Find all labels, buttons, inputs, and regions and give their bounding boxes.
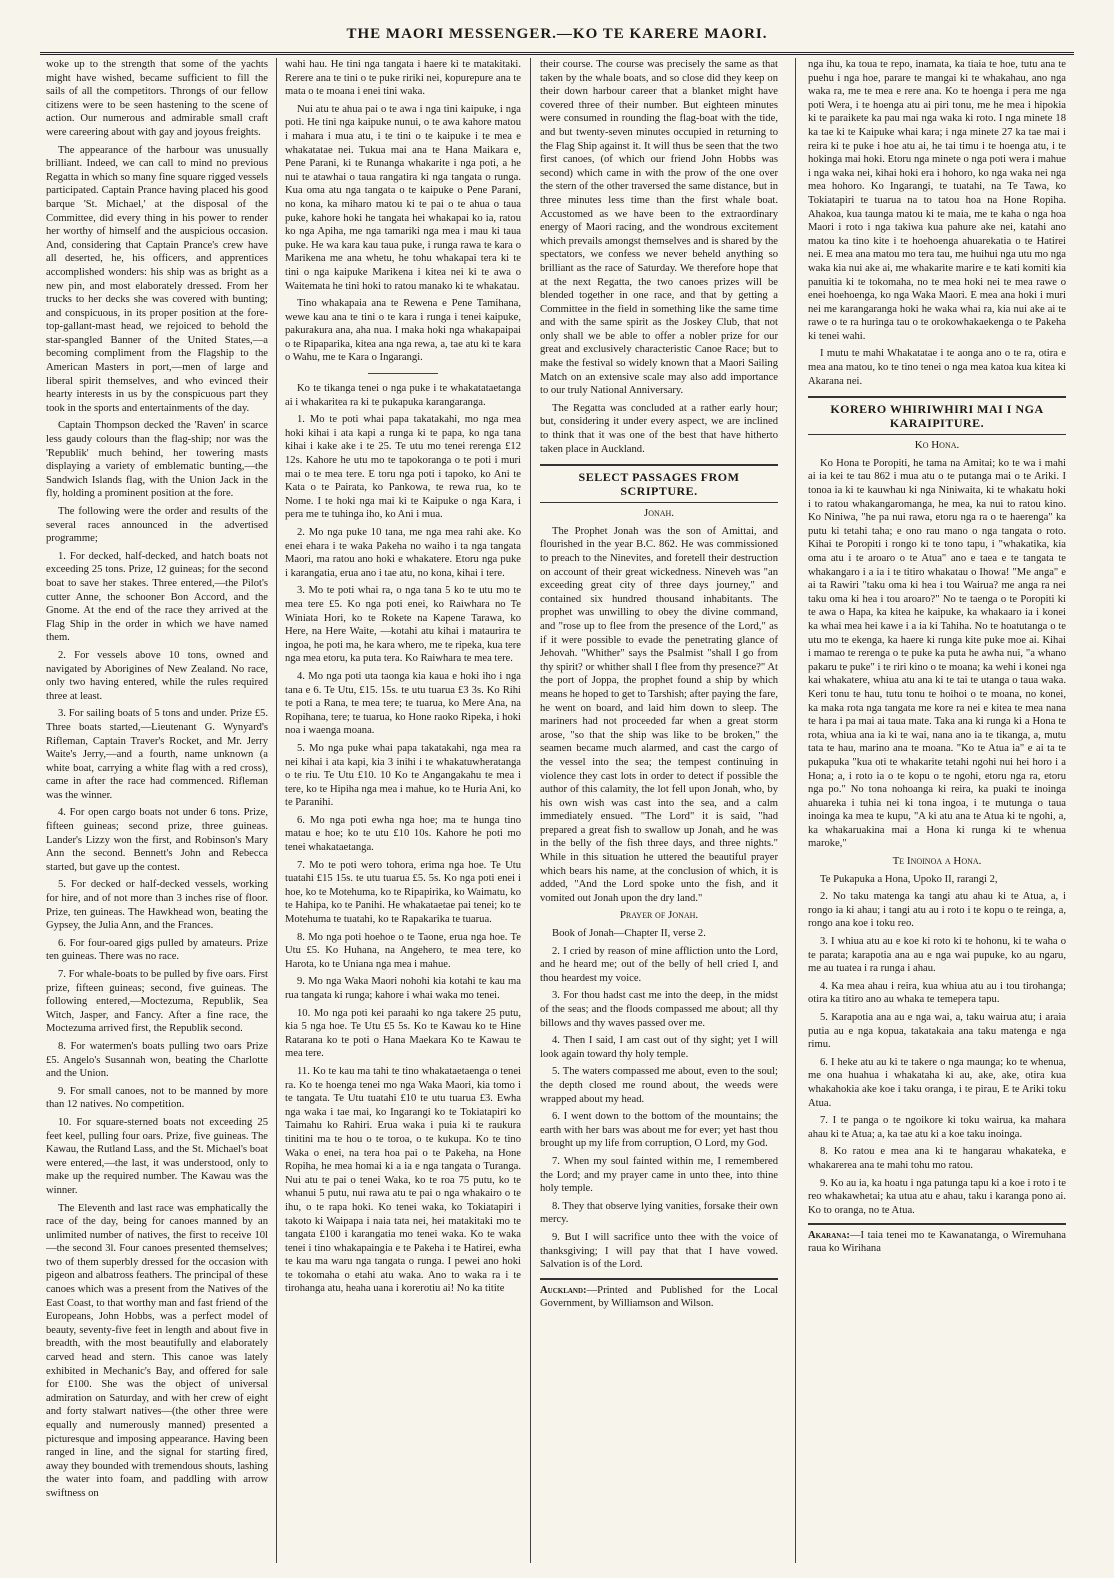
- verse: 9. But I will sacrifice unto thee with the voice of thanksgiving; I will pay that that I have vowed. Salvation is of the Lord.: [540, 1231, 778, 1271]
- paragraph: 6. For four-oared gigs pulled by amateurs. Prize ten guineas. There was no race.: [46, 937, 268, 963]
- paragraph: 10. For square-sterned boats not exceeding 25 feet keel, pulling four oars. Prize, five guineas. The Kawau, the Rutland Lass, and the St. Michael's boat were entered,—the last, it was understood, only to make up the required number. The Kawau was the winner.: [46, 1116, 268, 1196]
- prayer-heading: Prayer of Jonah.: [619, 909, 699, 922]
- paragraph: Ko te tikanga tenei o nga puke i te whakatataetanga ai i whakaritea ra ki te pukapuka karangaranga.: [285, 383, 521, 408]
- paragraph: 7. Mo te poti wero tohora, erima nga hoe. Te Utu tuatahi £15 15s. te utu tuarua £5. 5s. Ko nga poti enei i hoe, ko te Motehuma, ko te Ripapirika, ko Waimatu, ko te Hahipa, ko te Panihi. He whakataetae pai tenei; ko te Motehuma te tuatahi, ko te Rapakarika te tuarua.: [285, 859, 521, 926]
- verse: 8. Ko ratou e mea ana ki te hangarau whakateka, e whakarerea ana te mahi tohu mo ratou.: [808, 1146, 1066, 1171]
- paragraph: 11. Ko te kau ma tahi te tino whakataetaenga o tenei ra. Ko te hoenga tenei mo nga Waka Maori, kia tomo i te tangata. Te Utu tuatahi £10 te utu tuarua £3. Ewha nga waka i tae mai, ko Ingarangi ko te Tokiatapiri ko Taimahu ko Rahiri. Erua waka i puia ki te raukura tinitini ma te hou o te toroa, o te kukupa. Ko te tino Waka o enei, na tera hoa pai o te Pakeha, na Hone Ropiha, he mea homai ki a ia e nga tangata o Turanga. Nui atu te pai o tenei Waka, ko te roa 75 putu, ko te whanui 5 putu, nui rawa atu te pai o nga whakairo o te ihu, o te rapa hoki. Ko tenei waka, ko Tokiatapiri i takoto ki Waipapa i naia tata nei, hei matakitaki mo te tangata £100 i karangatia mo tenei waka. Ko te waka tenei i tino whakapaingia e te Pakeha i te Hatirei, ewha te kau ma waru nga tangata o runga. I pewei ano hoki te tokomaha o etahi atu waka. Ano to waka ra i te tirohanga atu, heaha uana i korerotiu ai! No ka titite: [285, 1065, 521, 1295]
- column-rule: [530, 58, 531, 1563]
- paragraph: Ko Hona te Poropiti, he tama na Amitai; ko te wa i mahi ai ia kei te tau 862 i mua atu o te putanga mai o te Ariki. I tonoa ia ki te kauwhau ki nga Niniwaita, ki te whakatu hoki i to ratou whakangaromanga, he mea, ka nui to ratou kino. Ko Niniwa, "he pa nui rawa, etoru nga ra o te haerenga" ka putu ki tetahi taha; e ono rau mano o nga tangata o roto. Kihai te Poropiti i rongo ki te tono tapu, i "whakatika, kia oma atu i te aroaro o te Atua" ano e taea e te tangata te whakangaro i a ia i te titiro whakatau o Ihowa! "Me anga" e ai ta Rawiri "taku oma ki hea i tou Wairua? me anga ra nei taku oma ki hea i tou aroaro?" No te taenga o te Poropiti ki te awa o Hapa, ka kitea he kaipuke, ka whakaaro ia i konei ka whai mea hei kawe i a ia ki Tahiha. No te hoatutanga o te utu mo te ekenga, ka haere ki runga kite puke moe ai. Kihai i mamao te rerenga o te puke ka puta he awha nui, "a whano pakaru te puke" i te riri kino o te moana; ka wehi i konei nga kai whakatere, whiua atu ana ki te tai te utanga o taua waka. Keri tonu te hau, tutu tonu te hoihoi o te moana, no konei, ka maka rota nga tangata me kore ra nei e kitea te mea nana te hara i pa mai ai taua mate. Taka ana ki runga ki a Hona te rota, whiua ana ia ki te wai, nana ano ia te tikanga, a, mutu tata te hau, marino ana te moana. "Ko te Atua ia" e ai ta te pukapuka "kua oti te whakarite tetahi ngohi nui hei horo i a Hona; a, i roto ia o te kopu o te ngohi, etoru nga ra, etoru nga po." No tona nohoanga ki reira, ka puaki te inoinga ahuareka i tuhia nei ki tona ingoa, i te mutunga o taua inoinga ka mea te kupu, "A ki atu ana te Atua ki te ngohi, a, ka whakaruakina mai a Hona ki runga ki te whenua maroke,": [808, 457, 1066, 850]
- paragraph: 3. Mo te poti whai ra, o nga tana 5 ko te utu mo te mea tere £5. Ko nga poti enei, ko Raiwhara no Te Winiata Hori, ko te Rokete na Kapene Tarawa, ko Here, na Here Waite, —kotahi atu kihai i mataurira te ingoa, he poti ma, he kara whero, me te ripeka, kua tere nga mea etoru, ka puta tera. Ko Raiwhara te mea tere.: [285, 585, 521, 665]
- imprint: [540, 1278, 778, 1310]
- paragraph: nga ihu, ka toua te repo, inamata, ka tiaia te hoe, tutu ana te puehu i nga hoe, parare te mangai ki te whakahau, ano nga waka ra, me te mea e rere ana. Ko te hoenga i pera me nga poti Wera, i te hoenga atu ai piri tonu, me he mea i hipokia ki te paraikete ka pau mai nga waka ki roto. I nga minete 18 ka tae ki te Kaipuke whai kara; i nga minete 27 ka tae mai i reira ki te puke i hoe atu ai, he tai timu i te hoenga atu, i te hokinga mai hoki. Etoru nga minete o nga poti wera i mahue i nga waka nei, kihai hoki era i hohoro, ko nga waka nei nga mea hohoro. Ko Ingarangi, te tuatahi, na Te Tawa, ko Tokiatapiri te tuarua na to tatou hoa na Hone Ropiha. Ahakoa, kua taunga matou ki te maia, me te kaha o nga hoa Maori i roto i nga takiwa kua pahure ake nei, katahi ano matou ka tino kite i te hoehoenga ahuarekatia o te Hatirei nei. E mea ana matou mo tera tau, me huihui nga utu mo nga waka kia nui ake ai, me whakarite marire e te kati komiti kia panuitia ki te tokomaha, no te mea hoki nei te mea rawe o enei hoehoenga, ko nga Waka Maori. E mea ana hoki i muri nei me karangaranga hoki he waka whai ra, kia nui ake ai te rawe o te ra huringa tau o te orokowhakaekenga o te Pakeha ki tenei wahi.: [808, 59, 1066, 342]
- paragraph: 9. Mo nga Waka Maori nohohi kia kotahi te kau ma rua tangata ki runga; kahore i whai waka mo tenei.: [285, 976, 521, 1001]
- paragraph: Captain Thompson decked the 'Raven' in scarce less gaudy colours than the flag-ship; nor was the 'Republik' much behind, her towering masts displaying a variety of emblematic bunting,—the Sandwich Islands flag, with the Union Jack in the fly, holding a prominent position at the fore.: [46, 420, 268, 500]
- masthead-title: THE MAORI MESSENGER.—KO TE KARERE MAORI.: [346, 26, 768, 42]
- verse: 3. For thou hadst cast me into the deep, in the midst of the seas; and the floods compassed me about; all thy billows and thy waves passed over me.: [540, 990, 778, 1029]
- column-rule: [795, 58, 796, 1563]
- paragraph: 2. For vessels above 10 tons, owned and navigated by Aborigines of New Zealand. No race, only two having entered, while the rules required three at least.: [46, 649, 268, 702]
- verse: 3. I whiua atu au e koe ki roto ki te hohonu, ki te waha o te parata; karapotia ana au e nga wai pupuke, ko au ngaru, me au tuatea i ra runga i ahau.: [808, 936, 1066, 975]
- paragraph: 2. Mo nga puke 10 tana, me nga mea rahi ake. Ko enei ehara i te waka Pakeha no waiho i ta nga tangata Maori, ma ratou ano hoki e whakatere. Etoru nga puke i karangatia, erua ano i tae atu, no kona, kihai i tere.: [285, 527, 521, 579]
- verse: 2. No taku matenga ka tangi atu ahau ki te Atua, a, i rongo ia ki ahau; i tangi atu au i roto i te kopu o te reinga, a, rongo ana koe i toku reo.: [808, 891, 1066, 930]
- paragraph: The Eleventh and last race was emphatically the race of the day, being for canoes manned by an unlimited number of natives, the first to receive 10l—the second 3l. Four canoes presented themselves; two of them superbly dressed for the occasion with pigeon and albatross feathers. The principal of these canoes which was a present from the Natives of the East Coast, to that worthy man and fast friend of the Europeans, John Hobbs, was a perfect model of beauty, seventy-five feet in length and about five in breadth, with the most beautifully and elaborately carved head and stern. This canoe was lately exhibited in Mechanic's Bay, and offered for sale for £100. She was the object of universal admiration on Saturday, and with her crew of eight and forty stalwart natives—(the other three were equally and numerously manned) presented a picturesque and imposing appearance. Having been ranged in line, and the signal for starting fired, away they bounded with tremendous shouts, lashing the water into foam, and paddling with arrow swiftness on: [46, 1202, 268, 1499]
- verse: 8. They that observe lying vanities, forsake their own mercy.: [540, 1200, 778, 1226]
- verse: 6. I heke atu au ki te takere o nga maunga; ko te whenua, me ona huahua i whakataha ki au, ake, ake, otira kua whakahokia ake koe i taku oranga, i te pirau, E te Ariki toku Atua.: [808, 1056, 1066, 1109]
- verse: 5. Karapotia ana au e nga wai, a, taku wairua atu; i araia putia au e nga kopua, takatakaia ana taku matenga e nga rimu.: [808, 1012, 1066, 1051]
- paragraph: 5. For decked or half-decked vessels, working for hire, and of not more than 3 inches rise of floor. Prize, ten guineas. The Hawkhead won, beating the Gypsey, the Julia Ann, and the Frances.: [46, 879, 268, 932]
- paragraph: 7. For whale-boats to be pulled by five oars. First prize, fifteen guineas; second, five guineas. The following entered,—Moctezuma, Republik, Sea Witch, Jasper, and Fancy. After a fine race, the Moctezuma arrived first, the Republik second.: [46, 969, 268, 1035]
- paragraph: The Prophet Jonah was the son of Amittai, and flourished in the year B.C. 862. He was commissioned to preach to the Ninevites, and foretell their destruction on account of their great wickedness. Nineveh was "an exceeding great city of three days journey," and contained six hundred thousand inhabitants. The prophet was unwilling to obey the divine command, and "rose up to flee from the presence of the Lord," as if it were possible to evade the penetrating glance of Jehovah. "Whither" says the Psalmist "shall I go from thy spirit? or whither shall I flee from thy presence?" At the port of Joppa, the prophet found a ship by which means he hoped to get to Tarshish; after paying the fare, he went on board, and laid him down to sleep. The mariners had not proceeded far when a great storm arose, "so that the ship was like to be broken," the seamen became much alarmed, and cast the cargo of the vessel into the sea; the tempest continuing in violence they cast lots in order to detect if possible the author of this calamity, the lot fell upon Jonah, who, by his own wish was cast into the sea, and a calm immediately ensued. "The Lord" it is said, "had prepared a great fish to swallow up Jonah, and he was in the belly of the fish three days, and three nights." While in this situation he uttered the beautiful prayer which bears his name, at the conclusion of which, it is added, "And the Lord spoke unto the fish, and it vomited out Jonah upon the dry land.": [540, 525, 778, 904]
- imprint-label: Auckland:: [540, 1284, 587, 1296]
- paragraph: woke up to the strength that some of the yachts might have wished, became sufficient to fill the sails of all the competitors. Throngs of our fellow citizens were to be seen hastening to the scene of action. Our numerous and admirable small craft were careering about with gay and joyous freights.: [46, 59, 268, 138]
- paragraph: 9. For small canoes, not to be manned by more than 12 natives. No competition.: [46, 1085, 268, 1111]
- column-3-regatta-and-scripture: [540, 58, 778, 1568]
- paragraph: wahi hau. He tini nga tangata i haere ki te matakitaki. Rerere ana te tini o te puke ririki nei, kopurepure ana te mata o te moana i enei tini waka.: [285, 59, 521, 98]
- verse: 9. Ko au ia, ka hoatu i nga patunga tapu ki a koe i roto i te reo whakawhetai; ka utua atu e ahau, taku i karanga pono ai. Ko to oranga, no te Atua.: [808, 1177, 1066, 1216]
- column-2-regatta-maori: [285, 58, 521, 1568]
- verse: 5. The waters compassed me about, even to the soul; the depth closed me round about, the weeds were wrapped about my head.: [540, 1066, 778, 1105]
- verse: 6. I went down to the bottom of the mountains; the earth with her bars was about me for ever; yet hast thou brought up my life from corruption, O Lord, my God.: [540, 1111, 778, 1150]
- verse: 4. Ka mea ahau i reira, kua whiua atu au i tou tirohanga; otira ka titiro ano au whaka te temepera tapu.: [808, 980, 1066, 1006]
- verse: 7. I te panga o te ngoikore ki toku wairua, ka mahara ahau ki te Atua; a, ka tae atu ki a koe taku inoinga.: [808, 1115, 1066, 1140]
- paragraph: The following were the order and results of the several races announced in the advertised programme;: [46, 506, 268, 545]
- paragraph: 5. Mo nga puke whai papa takatakahi, nga mea ra nei kihai i ata kapi, kia 3 inihi i te whakatuwheratanga o te riu. Te Utu £10. 10 Ko te Angangakahu te mea i tere, ko te Hipiha nga mea i mahue, ko te Huria Ani, ko te Paranihi.: [285, 742, 521, 809]
- section-subtitle: Ko Hona.: [914, 439, 960, 452]
- verse: 4. Then I said, I am cast out of thy sight; yet I will look again toward thy holy temple.: [540, 1035, 778, 1060]
- column-rule: [276, 58, 277, 1563]
- paragraph: 1. For decked, half-decked, and hatch boats not exceeding 25 tons. Prize, 12 guineas; for the second boat to save her stakes. Three entered,—the Pilot's cutter Anne, the schooner Bon Accord, and the Gnome. At the end of the race they arrived at the Flag Ship in the order in which we have named them.: [46, 550, 268, 644]
- paragraph: 6. Mo nga poti ewha nga hoe; ma te hunga tino matau e hoe; ko te utu £10 10s. Kahore he poti mo tenei whakataetanga.: [285, 814, 521, 854]
- paragraph: The appearance of the harbour was unusually brilliant. Indeed, we can call to mind no previous Regatta in which so many fine square rigged vessels participated. Captain Prance having placed his good barque 'St. Michael,' at the disposal of the Committee, did every thing in his power to render her worthy of himself and the auspicious occasion. And, considering that Captain Prance's crew have all deserted, he, his officers, and apprentices accomplished wonders: his ship was as bright as a new pin, and most elaborately dressed. From her trucks to her decks she was covered with bunting; and conspicuous, in its proper position at the fore-top-gallant-mast head, we rejoiced to behold the star-spangled Banner of the United States,—a becoming compliment from the Flagship to the American Masters in port,—men of large and liberal spirit themselves, and who evinced their hearty interests in us by the conspicuous part they took in the sports and entertainments of the day.: [46, 144, 268, 414]
- section-subtitle: Jonah.: [643, 507, 675, 520]
- imprint: [808, 1223, 1066, 1255]
- paragraph: Nui atu te ahua pai o te awa i nga tini kaipuke, i nga poti. He tini nga kaipuke nunui, o te awa kahore matou i mahara i mua atu, i te tini o te kaipuke i te mea e whakatatae nei. Tukua mai ana te Hana Maikara e, Pene Parani, ki te Runanga whakarite i nga poti, a he nui te atawhai o taua rangatira ki nga tangata o runga. Kua oma atu nga tangata o te kaipuke o Pene Parani, no kona, ka miharo matou ki te pai o te ahua o taua puke, kahore hoki he tangata hei whakapai ko ia, ratou ko nga Apiha, me nga tamariki nga mea i mau ki taua puke. He wa kara kau taua puke, i runga rawa te kara o Marikena me ana whetu, he tohu whakapai tera ki te tini o nga kaipuke Marikena i kitea nei ki te awa o Waitemata he tini hoki to ratou manako ki te whakatau.: [285, 103, 521, 292]
- masthead: [40, 18, 1074, 55]
- section-title: SELECT PASSAGES FROM SCRIPTURE.: [540, 464, 778, 503]
- section-title: KORERO WHIRIWHIRI MAI I NGA KARAIPITURE.: [808, 396, 1066, 435]
- paragraph: Tino whakapaia ana te Rewena e Pene Tamihana, wewe kau ana te tini o te kara i runga i tenei kaipuke, pakurakura ana, aha nua. I maka hoki nga whakapaipai o te Ripaparika, kitea ana nga rewa, a, tae atu ki te kara o Wahu, me te Kara o Ingarangi.: [285, 298, 521, 364]
- column-4-maori-text: [808, 58, 1066, 1568]
- paragraph: 4. For open cargo boats not under 6 tons. Prize, fifteen guineas; second prize, three guineas. Lander's Lizzy won the first, and Robinson's Mary Ann the second. Bennett's John and Rebecca started, but gave up the contest.: [46, 807, 268, 873]
- prayer-heading: Te Inoinoa a Hona.: [892, 855, 982, 868]
- paragraph: The Regatta was concluded at a rather early hour; but, considering it under every aspect, we are inclined to think that it was one of the best that have hitherto taken place in Auckland.: [540, 402, 778, 455]
- paragraph: 8. Mo nga poti hoehoe o te Taone, erua nga hoe. Te Utu £5. Ko Huhana, na Angehero, te mea tere, ko Harota, ko te Uniana nga mea i mahue.: [285, 931, 521, 970]
- paragraph: 8. For watermen's boats pulling two oars Prize £5. Angelo's Susannah won, beating the Charlotte and the Union.: [46, 1040, 268, 1080]
- imprint-text: —I taia tenei mo te Kawanatanga, o Wiremuhana raua ko Wirihana: [808, 1230, 1066, 1255]
- chapter-reference: Book of Jonah—Chapter II, verse 2.: [552, 928, 706, 940]
- paragraph: 3. For sailing boats of 5 tons and under. Prize £5. Three boats started,—Lieutenant G. Wynyard's Rifleman, Captain Traver's Rocket, and Mr. Jerry Waite's Jerry,—and a fourth, name unknown (a white boat, carrying a white flag with a red cross), came in after the race had commenced. Rifleman was the winner.: [46, 708, 268, 801]
- paragraph: their course. The course was precisely the same as that taken by the whale boats, and so close did they keep on their down harbour career that a blanket might have covered three of their number. But eighteen minutes were consumed in rounding the flag-boat with the tide, and but twenty-seven minutes occupied in returning to the Flag Ship against it. It will thus be seen that the two first canoes, (of which our friend John Hobbs was second) which came in with the prow of the one over the stern of the other traversed the same distance, but in three minutes less time than the first whale boat. Accustomed as we have been to the extraordinary energy of Maori racing, and the wondrous excitement which prevails amongst themselves and is shared by the spectators, we confess we never beheld anything so brilliant as the race of Saturday. We therefore hope that at the next Regatta, the two canoes prizes will be blended together in one race, and that by getting a Committee in the field in something like the same time and with the same spirit as the Joskey Club, that not only shall we be able to offer a nobler prize for our great and exclusively characteristic Canoe Race; but to make the festival so widely known that a Maori Sailing Match on an extensive scale may also add importance to our truly National Anniversary.: [540, 59, 778, 397]
- imprint-text: —Printed and Published for the Local Government, by Williamson and Wilson.: [540, 1284, 778, 1309]
- divider: [368, 373, 438, 374]
- column-1-regatta-english: [46, 58, 268, 1568]
- verse: 7. When my soul fainted within me, I remembered the Lord; and my prayer came in unto thee, into thine holy temple.: [540, 1155, 778, 1195]
- paragraph: I mutu te mahi Whakatatae i te aonga ano o te ra, otira e mea ana matou, ko te tino tenei o nga mea katoa kua kitea ki Akarana nei.: [808, 348, 1066, 387]
- imprint-label: Akarana:: [808, 1230, 850, 1242]
- chapter-reference: Te Pukapuka a Hona, Upoko II, rarangi 2,: [820, 873, 998, 885]
- paragraph: 4. Mo nga poti uta taonga kia kaua e hoki iho i nga tana e 6. Te Utu, £15. 15s. te utu tuarua £3 3s. Ko Rihi te poti a Rana, te mea tere; te tuarua, ko Mere Ana, na Ropihana, tere; te tuarua, ko Hone raoko Ripeka, i hoki noa i waenga moana.: [285, 670, 521, 737]
- paragraph: 1. Mo te poti whai papa takatakahi, mo nga mea hoki kihai i ata kapi a runga ki te papa, ko nga tana kihai i kake ake i te 25. Te utu mo tenei rerenga £12 12s. Kahore he utu mo te tapokoranga o te poti i muri mai o te mea tere. E toru nga poti i tapoko, ko Ani te Kata o te Pairata, ko Pankowa, te rewa rua, ko te Nome. I te hoki nga mai ki te Kaipuke o nga Kara, i pera me te tuhinga iho, ko Ani i mua.: [285, 414, 521, 521]
- paragraph: 10. Mo nga poti kei paraahi ko nga takere 25 putu, kia 5 nga hoe. Te Utu £5 5s. Ko te Kawau ko te Hine Ratarana ko te poti o Hana Maekara Ko te Kawau te mea tere.: [285, 1007, 521, 1060]
- verse: 2. I cried by reason of mine affliction unto the Lord, and he heard me; out of the belly of hell cried I, and thou heardest my voice.: [540, 945, 778, 984]
